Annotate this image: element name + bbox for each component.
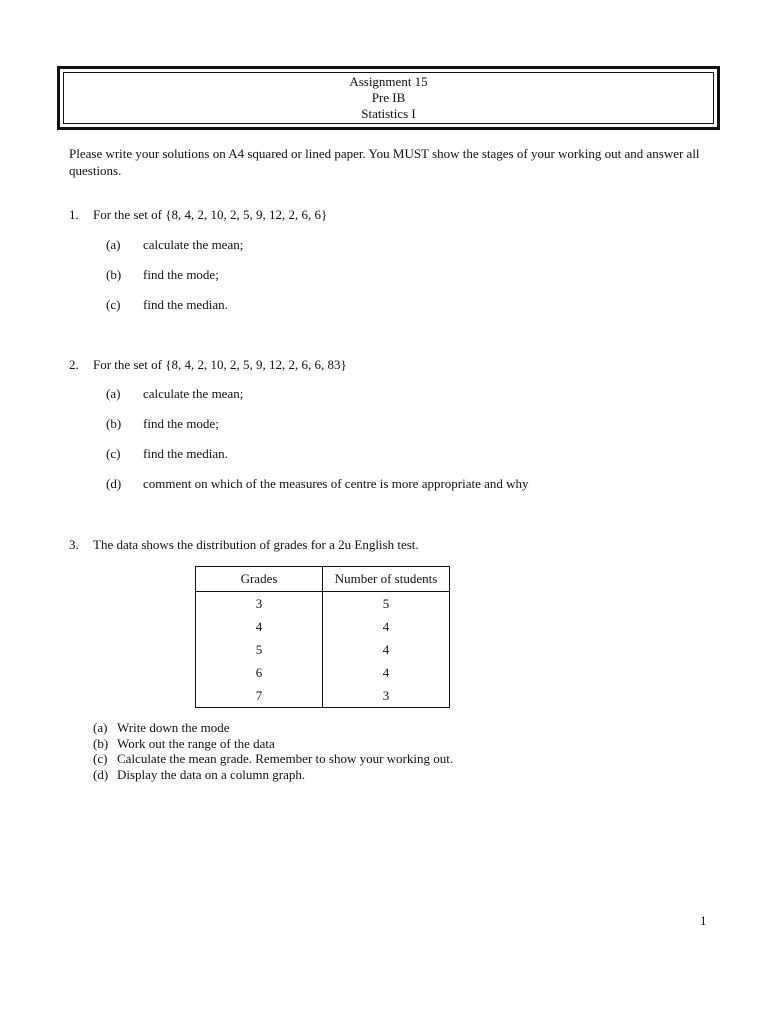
table-cell-count: 4 bbox=[323, 615, 450, 638]
table-row bbox=[196, 592, 450, 616]
table-cell-count: 5 bbox=[323, 592, 450, 616]
table-cell-grade: 3 bbox=[196, 592, 323, 616]
q2-part-text: comment on which of the measures of centre is more appropriate and why bbox=[143, 476, 529, 491]
table-row bbox=[196, 615, 450, 638]
table-cell-grade: 4 bbox=[196, 615, 323, 638]
q3-part-label: (c) bbox=[93, 751, 108, 766]
table-cell-count: 3 bbox=[323, 684, 450, 708]
q1-number: 1. bbox=[69, 207, 79, 222]
q1-text: For the set of {8, 4, 2, 10, 2, 5, 9, 12, 2, 6, 6} bbox=[93, 207, 328, 222]
instructions: Please write your solutions on A4 squared or lined paper. You MUST show the stages of your working out and answer all questions. bbox=[69, 146, 700, 178]
grades-table bbox=[195, 566, 450, 708]
table-header-row bbox=[196, 567, 450, 592]
q3-part-text: Write down the mode bbox=[117, 720, 230, 735]
q2-text: For the set of {8, 4, 2, 10, 2, 5, 9, 12, 2, 6, 6, 83} bbox=[93, 357, 347, 372]
q1-part-label: (a) bbox=[106, 237, 121, 252]
q1-part-label: (b) bbox=[106, 267, 122, 282]
q2-part-text: find the mode; bbox=[143, 416, 219, 431]
table-row bbox=[196, 638, 450, 661]
q3-part-text: Calculate the mean grade. Remember to show your working out. bbox=[117, 751, 454, 766]
list-item bbox=[93, 751, 453, 767]
q1-part-label: (c) bbox=[106, 297, 121, 312]
topic-name: Statistics I bbox=[361, 106, 416, 121]
list-item bbox=[93, 767, 453, 783]
table-cell-count: 4 bbox=[323, 661, 450, 684]
course-name: Pre IB bbox=[371, 90, 406, 105]
q2-part-label: (a) bbox=[106, 386, 121, 401]
q1-part-text: calculate the mean; bbox=[143, 237, 244, 252]
list-item bbox=[93, 736, 453, 752]
q2-part-label: (d) bbox=[106, 476, 122, 491]
q2-part-text: calculate the mean; bbox=[143, 386, 244, 401]
q3-part-text: Display the data on a column graph. bbox=[117, 766, 306, 782]
assignment-title: Assignment 15 bbox=[349, 74, 428, 89]
q2-part-text: find the median. bbox=[143, 446, 228, 461]
table-row bbox=[196, 684, 450, 708]
q2-number: 2. bbox=[69, 357, 79, 372]
q3-part-label: (a) bbox=[93, 720, 108, 735]
q3-part-label: (d) bbox=[93, 766, 109, 782]
table-cell-grade: 6 bbox=[196, 661, 323, 684]
assignment-header-inner bbox=[63, 72, 714, 124]
table-row bbox=[196, 661, 450, 684]
table-cell-count: 4 bbox=[323, 638, 450, 661]
table-header-students: Number of students bbox=[323, 567, 450, 592]
page-number: 1 bbox=[700, 913, 707, 928]
assignment-header bbox=[57, 66, 720, 130]
table-cell-grade: 5 bbox=[196, 638, 323, 661]
q3-text: The data shows the distribution of grades for a 2u English test. bbox=[93, 537, 419, 552]
q3-part-text: Work out the range of the data bbox=[117, 735, 275, 751]
q2-part-label: (c) bbox=[106, 446, 121, 461]
table-cell-grade: 7 bbox=[196, 684, 323, 708]
q1-part-text: find the median. bbox=[143, 297, 228, 312]
q3-number: 3. bbox=[69, 537, 79, 552]
q3-parts-list bbox=[93, 720, 453, 782]
q3-part-label: (b) bbox=[93, 735, 109, 751]
list-item bbox=[93, 720, 453, 736]
q1-part-text: find the mode; bbox=[143, 267, 219, 282]
q2-part-label: (b) bbox=[106, 416, 122, 431]
table-header-grades: Grades bbox=[196, 567, 323, 592]
